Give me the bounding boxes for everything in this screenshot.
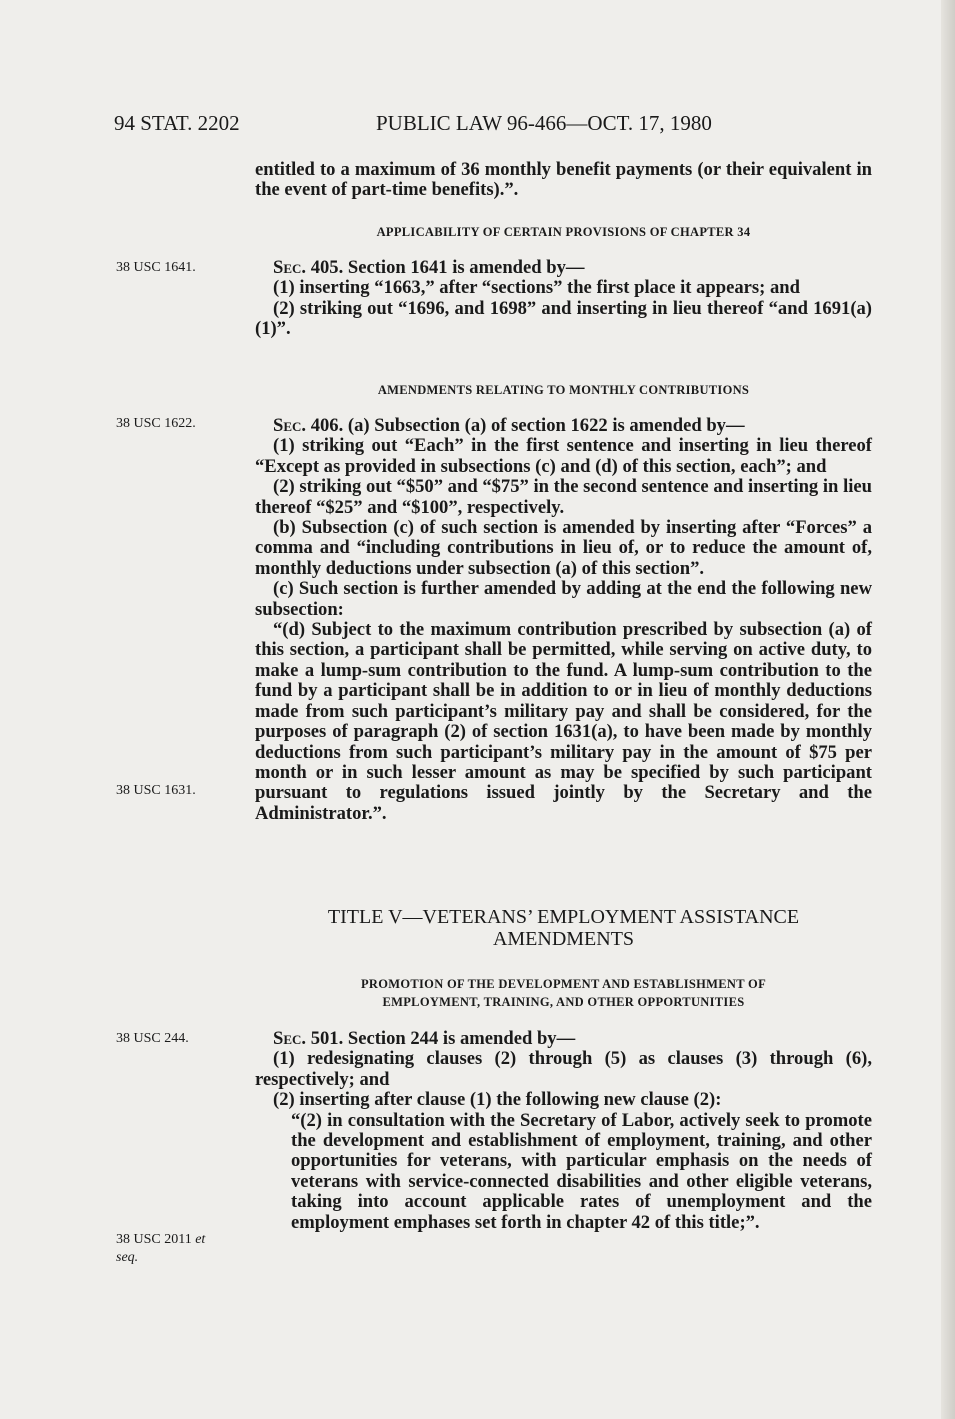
sec-501-item-2: (2) inserting after clause (1) the following new clause (2): bbox=[273, 1089, 722, 1111]
sec-501-new-clause: “(2) in consultation with the Secretary of Labor, actively seek to promote the development and establishment of employment, training, and other opportunities for veterans, with particular emphasis on the needs of veterans with service-connected disabilities and other eligible veterans, taking into account applicable rates of unemployment and the employment emphases set forth in chapter 42 of this title;”. bbox=[291, 1109, 872, 1233]
continuation-paragraph: entitled to a maximum of 36 monthly benefit payments (or their equivalent in the event of part-time benefits).”. bbox=[255, 159, 872, 201]
sec-405-item-2: (2) striking out “1696, and 1698” and inserting in lieu thereof “and 1691(a)(1)”. bbox=[255, 297, 872, 340]
sec-406-text: 406. (a) Subsection (a) of section 1622 is amended by— bbox=[306, 415, 745, 436]
sec-406-subsection-b: (b) Subsection (c) of such section is amended by inserting after “Forces” a comma and “including contributions in lieu of, or to reduce the amount of, monthly deductions under subsection (a) of this section”. bbox=[255, 517, 872, 579]
stat-page-number: 94 STAT. 2202 bbox=[114, 111, 240, 135]
caption-monthly-contributions: AMENDMENTS RELATING TO MONTHLY CONTRIBUTIONS bbox=[377, 383, 750, 397]
sec-406-item-1: (1) striking out “Each” in the first sentence and inserting in lieu thereof “Except as provided in subsections (c) and (d) of this section, each”; and bbox=[255, 435, 872, 477]
sec-406-item-2: (2) striking out “$50” and “$75” in the second sentence and inserting in lieu thereof “$25” and “$100”, respectively. bbox=[255, 476, 872, 518]
title-v-line-1: TITLE V—VETERANS’ EMPLOYMENT ASSISTANCE bbox=[327, 906, 800, 928]
public-law-heading: PUBLIC LAW 96-466—OCT. 17, 1980 bbox=[376, 111, 712, 135]
title-v-line-2: AMENDMENTS bbox=[492, 928, 635, 950]
sec-label: Sec. bbox=[273, 257, 307, 278]
caption-promotion bbox=[255, 975, 872, 1011]
sec-406-new-subsection-d: “(d) Subject to the maximum contribution prescribed by subsection (a) of this section, a participant shall be permitted, while serving on active duty, to make a lump-sum contribution to the fund. A lump-sum contribution to the fund by a participant shall be in addition to or in lieu of monthly deductions made from such participant’s military pay and shall be considered, for the purposes of paragraph (2) of section 1631(a), to have been made by monthly deductions from such participant’s military pay in the amount of $75 per month or in such lesser amount as may be specified by such participant pursuant to regulations issued jointly by the Secretary and the Administrator.”. bbox=[255, 619, 872, 824]
sec-label: Sec. bbox=[273, 415, 307, 436]
sec-label: Sec. bbox=[273, 1028, 307, 1049]
sec-406-subsection-c: (c) Such section is further amended by adding at the end the following new subsection: bbox=[255, 578, 872, 620]
section-501 bbox=[255, 1029, 872, 1233]
sec-501-lead bbox=[255, 1029, 872, 1049]
margin-note-244: 38 USC 244. bbox=[116, 1031, 189, 1046]
caption-promotion-line-2: EMPLOYMENT, TRAINING, AND OTHER OPPORTUNITIES bbox=[382, 995, 745, 1009]
sec-405-item-1: (1) inserting “1663,” after “sections” the first place it appears; and bbox=[273, 277, 800, 299]
title-v-heading bbox=[255, 906, 872, 950]
margin-note-1622: 38 USC 1622. bbox=[116, 416, 196, 431]
sec-406-lead bbox=[255, 416, 872, 436]
sec-501-text: 501. Section 244 is amended by— bbox=[306, 1028, 576, 1049]
margin-note-2011 bbox=[116, 1231, 205, 1267]
sec-405-text: 405. Section 1641 is amended by— bbox=[306, 257, 585, 278]
margin-note-2011-et: et bbox=[195, 1232, 206, 1247]
section-406 bbox=[255, 416, 872, 824]
caption-applicability: APPLICABILITY OF CERTAIN PROVISIONS OF CHAPTER 34 bbox=[376, 225, 751, 239]
page-edge bbox=[941, 0, 955, 1419]
margin-note-1631: 38 USC 1631. bbox=[116, 783, 196, 798]
margin-note-2011-cite: 38 USC 2011 bbox=[116, 1232, 192, 1247]
margin-note-1641: 38 USC 1641. bbox=[116, 260, 196, 275]
sec-405-lead bbox=[255, 258, 872, 278]
continuation-text bbox=[255, 160, 872, 201]
margin-note-2011-seq: seq. bbox=[116, 1250, 139, 1265]
caption-promotion-line-1: PROMOTION OF THE DEVELOPMENT AND ESTABLISHMENT OF bbox=[360, 977, 767, 991]
sec-501-item-1: (1) redesignating clauses (2) through (5) as clauses (3) through (6), respectively; and bbox=[255, 1048, 872, 1090]
section-405 bbox=[255, 258, 872, 340]
page-header bbox=[114, 111, 775, 141]
